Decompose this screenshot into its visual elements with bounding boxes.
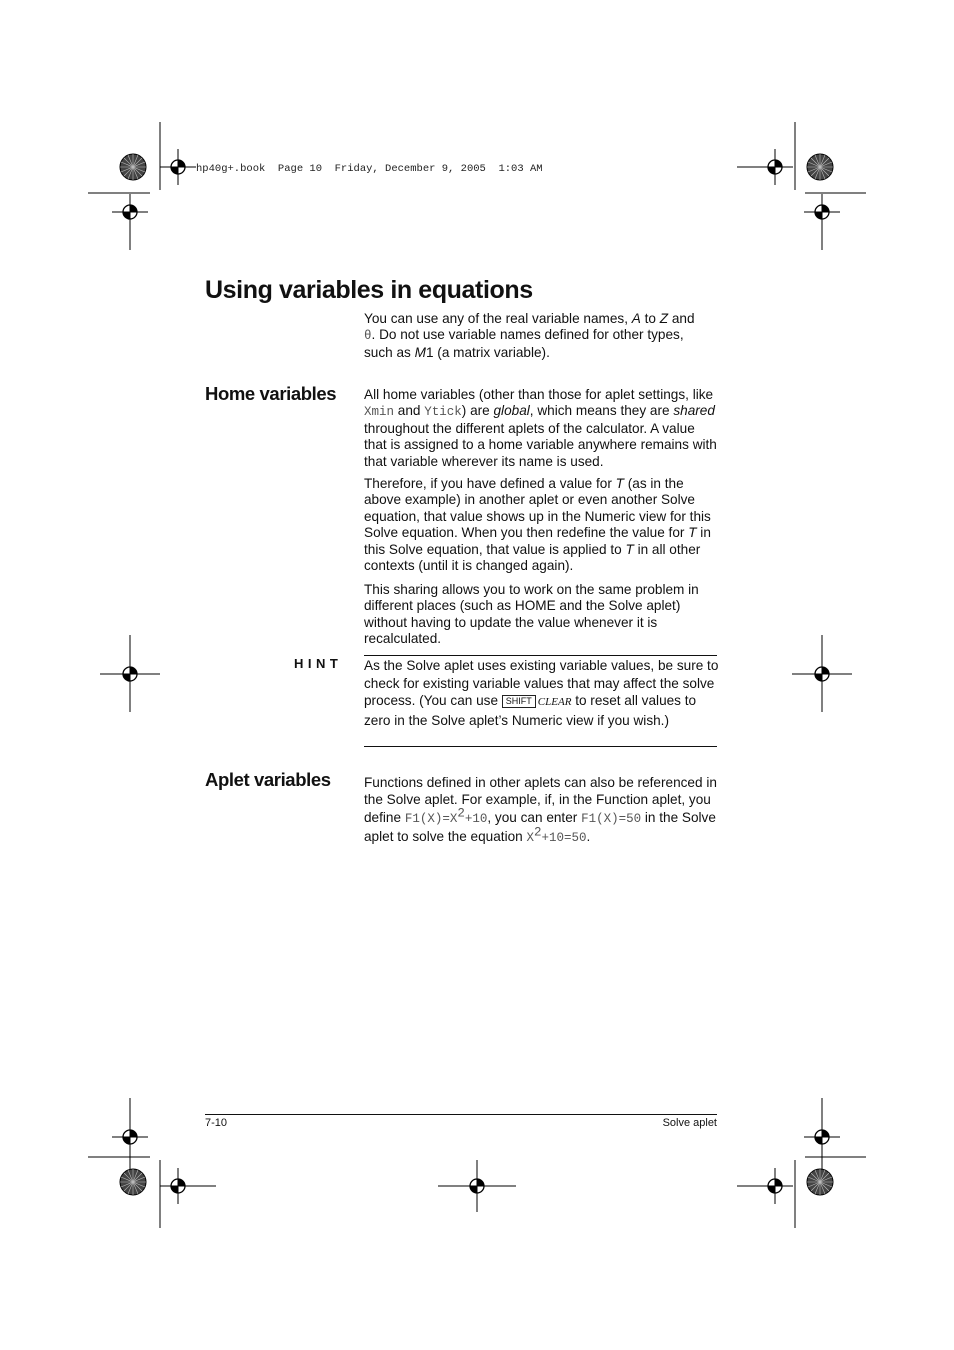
home-variables-heading: Home variables xyxy=(205,383,337,404)
home-variables-paragraph-1: All home variables (other than those for aplet settings, like Xmin and Ytick) are global, which means they are shared throughout the different aplets of the calculator. A value that is assigned to a home variable anywhere remains with that variable wherever its name is used. xyxy=(364,387,717,469)
shift-key: SHIFT xyxy=(502,695,536,708)
hint-label: HINT xyxy=(294,656,343,671)
aplet-variables-heading: Aplet variables xyxy=(205,769,331,790)
footer-rule xyxy=(205,1114,717,1115)
page-number: 7-10 xyxy=(205,1117,228,1129)
aplet-variables-paragraph: Functions defined in other aplets can also be referenced in the Solve aplet. For example, if, in the Function aplet, you define $F1(X)=X^2+10$, you can enter F1(X)=50 in the Solve aplet to solve the equation $X^2+10=50$. xyxy=(364,775,717,846)
print-info-header: hp40g+.book Page 10 Friday, December 9, 2005 1:03 AM xyxy=(196,163,543,175)
page-title: Using variables in equations xyxy=(205,276,533,304)
home-variables-paragraph-3: This sharing allows you to work on the same problem in different places (such as HOME and the Solve aplet) without having to update the value whenever it is recalculated. xyxy=(364,582,699,647)
hint-top-rule xyxy=(364,655,717,656)
hint-paragraph: As the Solve aplet uses existing variable values, be sure to check for existing variable values that may affect the solve process. (You can use SHIFT CLEAR to reset all values to zero in the Solve aplet’s Numeric view if you wish.) xyxy=(364,658,719,728)
hint-bottom-rule xyxy=(364,746,717,747)
intro-paragraph: You can use any of the real variable names, A to Z and θ. Do not use variable names defined for other types, such as M1 (a matrix variable). xyxy=(364,311,695,360)
clear-key-label: CLEAR xyxy=(537,696,572,709)
chapter-name: Solve aplet xyxy=(662,1117,717,1129)
home-variables-paragraph-2: Therefore, if you have defined a value for T (as in the above example) in another aplet or even another Solve equation, that value shows up in the Numeric view for this Solve equation. When you then redefine the value for T in this Solve equation, that value is applied to T in all other contexts (until it is changed again). xyxy=(364,476,711,574)
